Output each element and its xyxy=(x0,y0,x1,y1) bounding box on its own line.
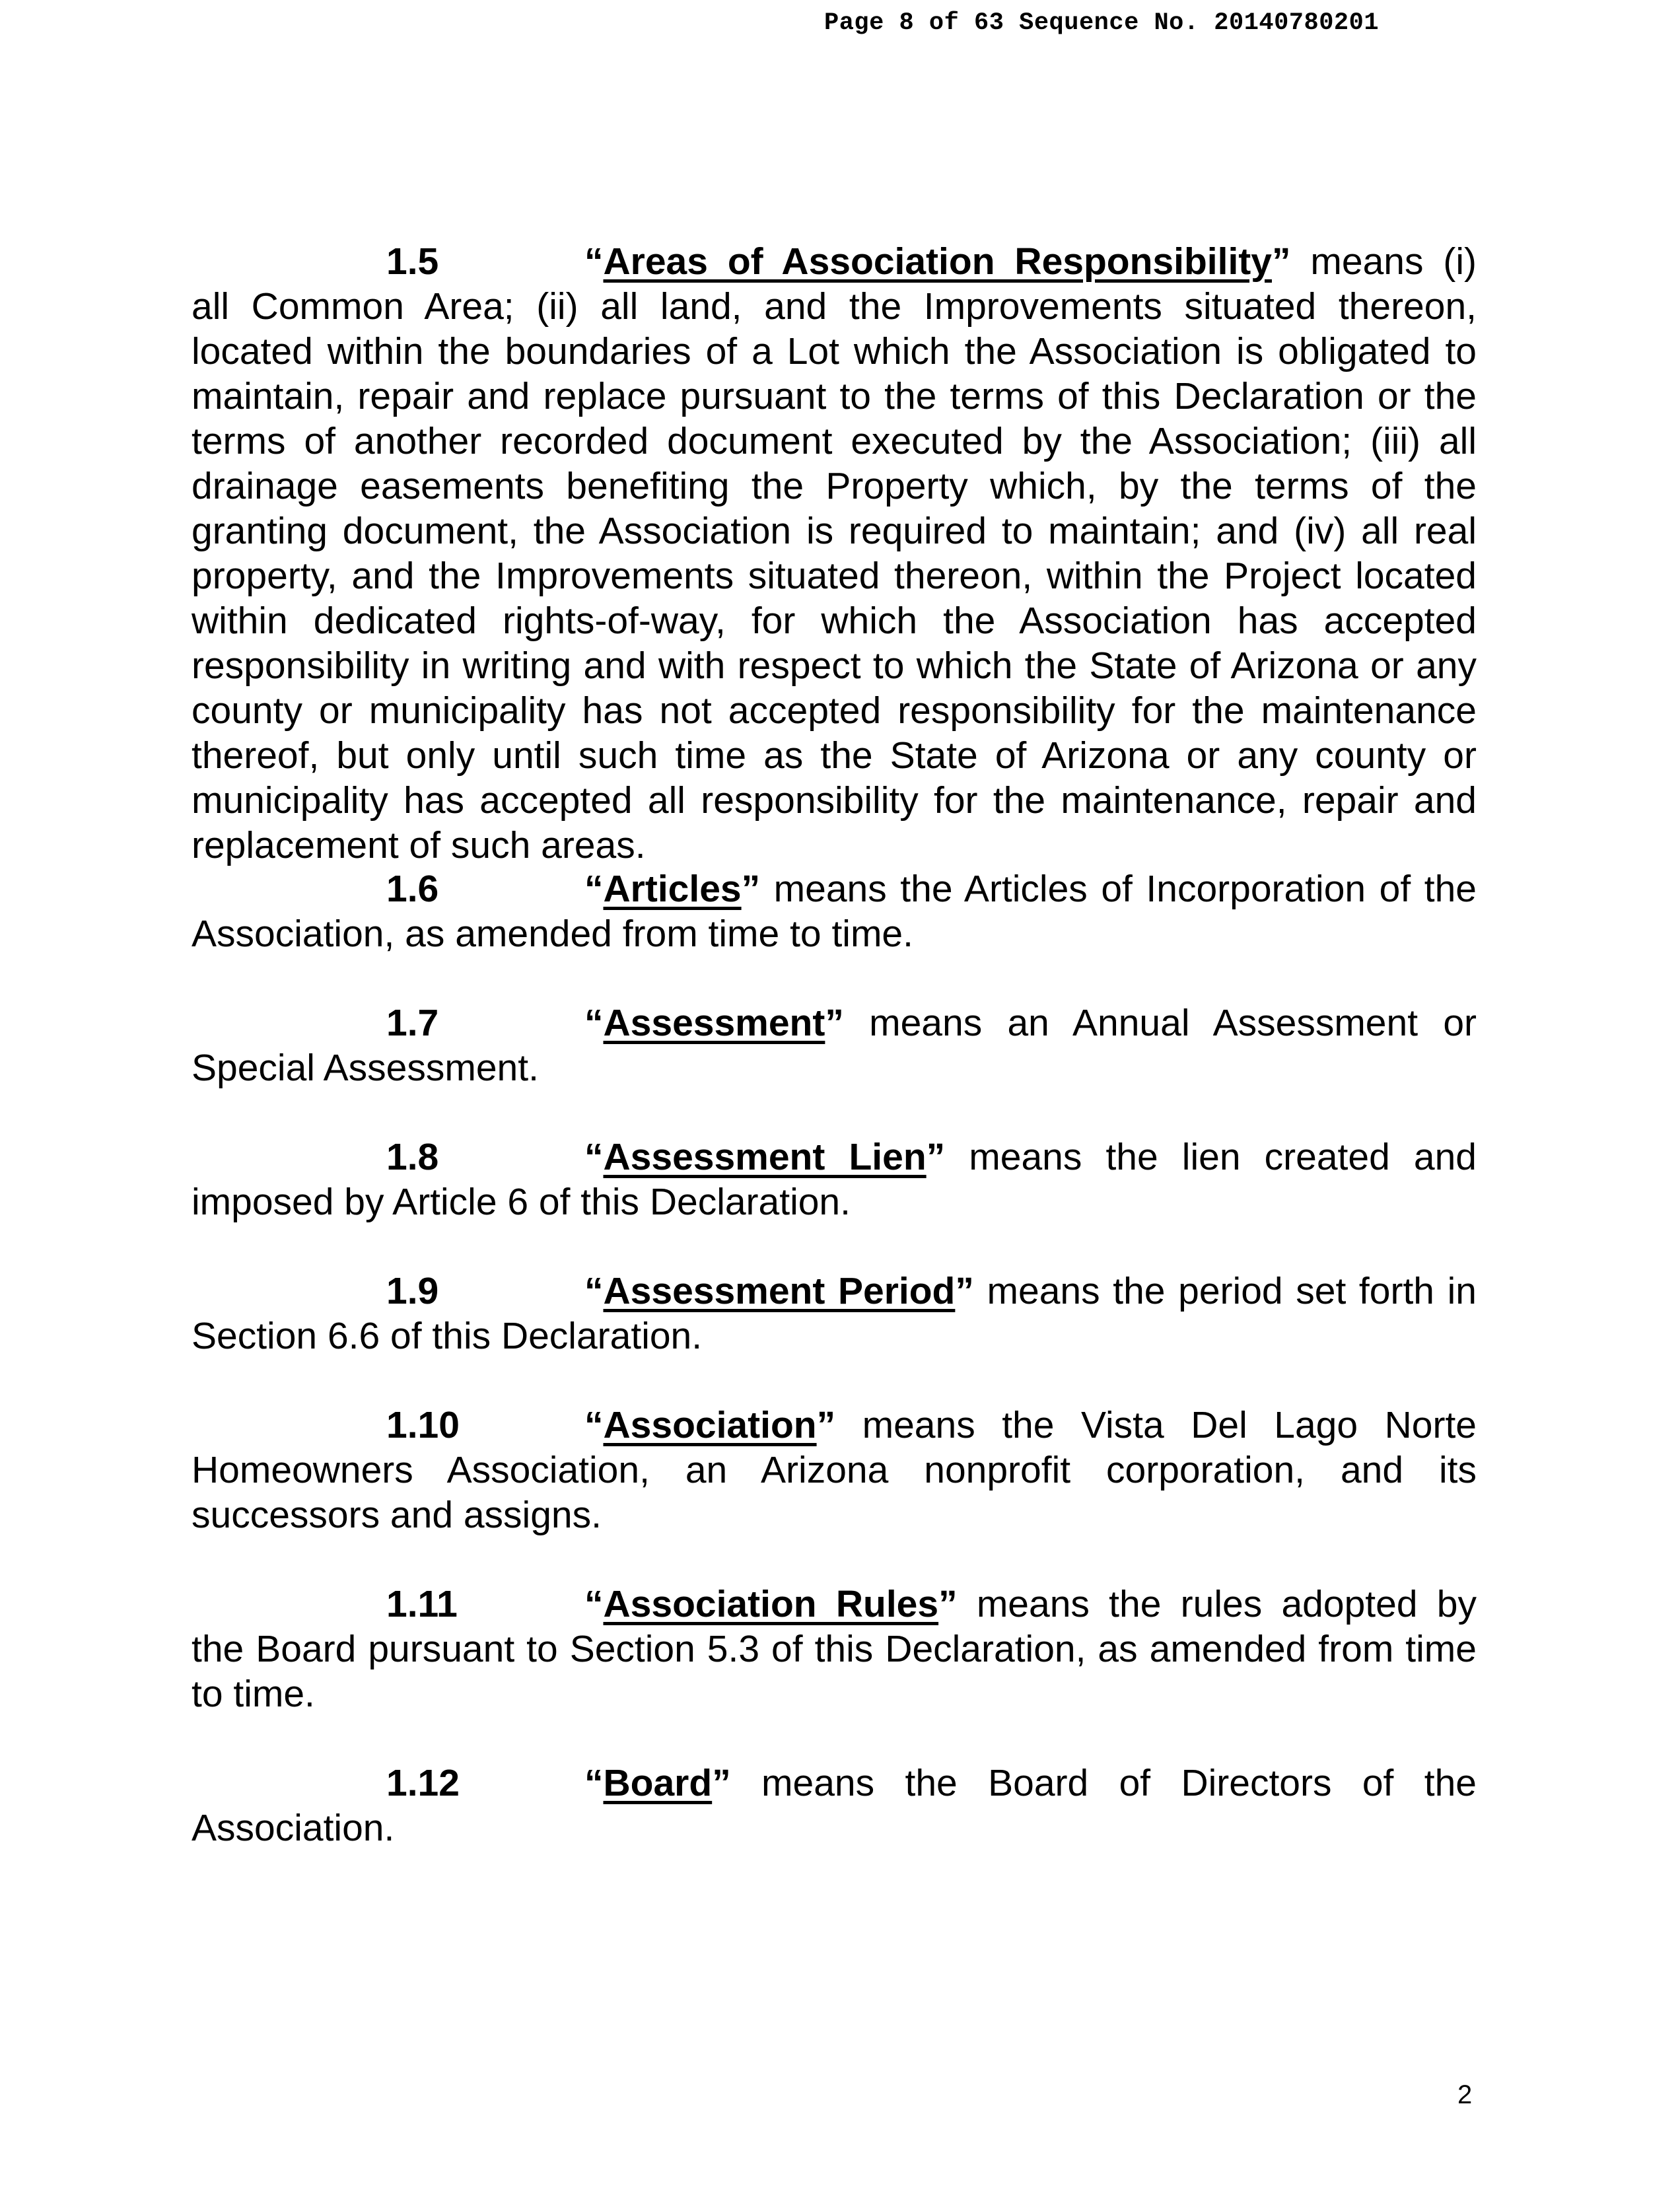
definition-text: means the Articles of Incorporation of the Association, as amended from time to time. xyxy=(192,868,1477,955)
definition-paragraph xyxy=(192,239,1477,868)
term-close-quote: ” xyxy=(712,1762,731,1804)
definition-text: means the period set forth in Section 6.6 of this Declaration. xyxy=(192,1270,1477,1357)
definition-1-9 xyxy=(192,1269,1477,1358)
page-number: 2 xyxy=(1457,2080,1473,2109)
section-number: 1.10 xyxy=(386,1404,460,1446)
section-number: 1.9 xyxy=(386,1270,439,1312)
term-open-quote: “ xyxy=(584,868,604,910)
definition-paragraph xyxy=(192,1135,1477,1224)
defined-term: Association xyxy=(603,1404,817,1446)
definition-paragraph xyxy=(192,866,1477,956)
defined-term: Association Rules xyxy=(603,1583,939,1625)
defined-term: Assessment xyxy=(603,1002,825,1044)
defined-term: Assessment Lien xyxy=(603,1136,927,1178)
definition-paragraph xyxy=(192,1269,1477,1358)
section-number: 1.11 xyxy=(386,1583,458,1625)
defined-term: Articles xyxy=(603,868,742,910)
definition-paragraph xyxy=(192,1582,1477,1716)
term-close-quote: ” xyxy=(1271,240,1291,283)
section-number: 1.12 xyxy=(386,1762,460,1804)
definition-paragraph xyxy=(192,1000,1477,1090)
definition-text: means an Annual Assessment or Special Assessment. xyxy=(192,1002,1477,1089)
definition-text: means the Board of Directors of the Association. xyxy=(192,1762,1477,1849)
term-open-quote: “ xyxy=(584,1136,604,1178)
definition-1-5 xyxy=(192,239,1477,868)
defined-term: Areas of Association Responsibility xyxy=(603,240,1272,283)
definition-text: means the lien created and imposed by Article 6 of this Declaration. xyxy=(192,1136,1477,1223)
definition-1-7 xyxy=(192,1000,1477,1090)
term-open-quote: “ xyxy=(584,1270,604,1312)
definition-1-12 xyxy=(192,1761,1477,1850)
term-close-quote: ” xyxy=(955,1270,974,1312)
section-number: 1.7 xyxy=(386,1002,439,1044)
section-number: 1.6 xyxy=(386,868,439,910)
term-open-quote: “ xyxy=(584,240,604,283)
section-number: 1.8 xyxy=(386,1136,439,1178)
definition-1-6 xyxy=(192,866,1477,956)
definition-1-10 xyxy=(192,1403,1477,1537)
definition-1-8 xyxy=(192,1135,1477,1224)
term-close-quote: ” xyxy=(938,1583,958,1625)
page-header-sequence: Page 8 of 63 Sequence No. 20140780201 xyxy=(824,9,1380,37)
term-close-quote: ” xyxy=(825,1002,844,1044)
definition-text: means the rules adopted by the Board pursuant to Section 5.3 of this Declaration, as amended from time to time. xyxy=(192,1583,1477,1715)
term-open-quote: “ xyxy=(584,1762,604,1804)
definition-text: means (i) all Common Area; (ii) all land, and the Improvements situated thereon, located within the boundaries of a Lot which the Association is obligated to maintain, repair and replace pursuant to the terms of this Declaration or the terms of another recorded document executed by the Association; (iii) all drainage easements benefiting the Property which, by the terms of the granting document, the Association is required to maintain; and (iv) all real property, and the Improvements situated thereon, within the Project located within dedicated rights-of-way, for which the Association has accepted responsibility in writing and with respect to which the State of Arizona or any county or municipality has not accepted responsibility for the maintenance thereof, but only until such time as the State of Arizona or any county or municipality has accepted all responsibility for the maintenance, repair and replacement of such areas. xyxy=(192,240,1477,866)
definition-text: means the Vista Del Lago Norte Homeowners Association, an Arizona nonprofit corporation, and its successors and assigns. xyxy=(192,1404,1477,1536)
term-close-quote: ” xyxy=(926,1136,946,1178)
term-open-quote: “ xyxy=(584,1583,604,1625)
definition-paragraph xyxy=(192,1761,1477,1850)
term-close-quote: ” xyxy=(741,868,761,910)
section-number: 1.5 xyxy=(386,240,439,283)
definition-1-11 xyxy=(192,1582,1477,1716)
defined-term: Board xyxy=(603,1762,713,1804)
term-close-quote: ” xyxy=(816,1404,836,1446)
definition-paragraph xyxy=(192,1403,1477,1537)
term-open-quote: “ xyxy=(584,1404,604,1446)
term-open-quote: “ xyxy=(584,1002,604,1044)
defined-term: Assessment Period xyxy=(603,1270,956,1312)
